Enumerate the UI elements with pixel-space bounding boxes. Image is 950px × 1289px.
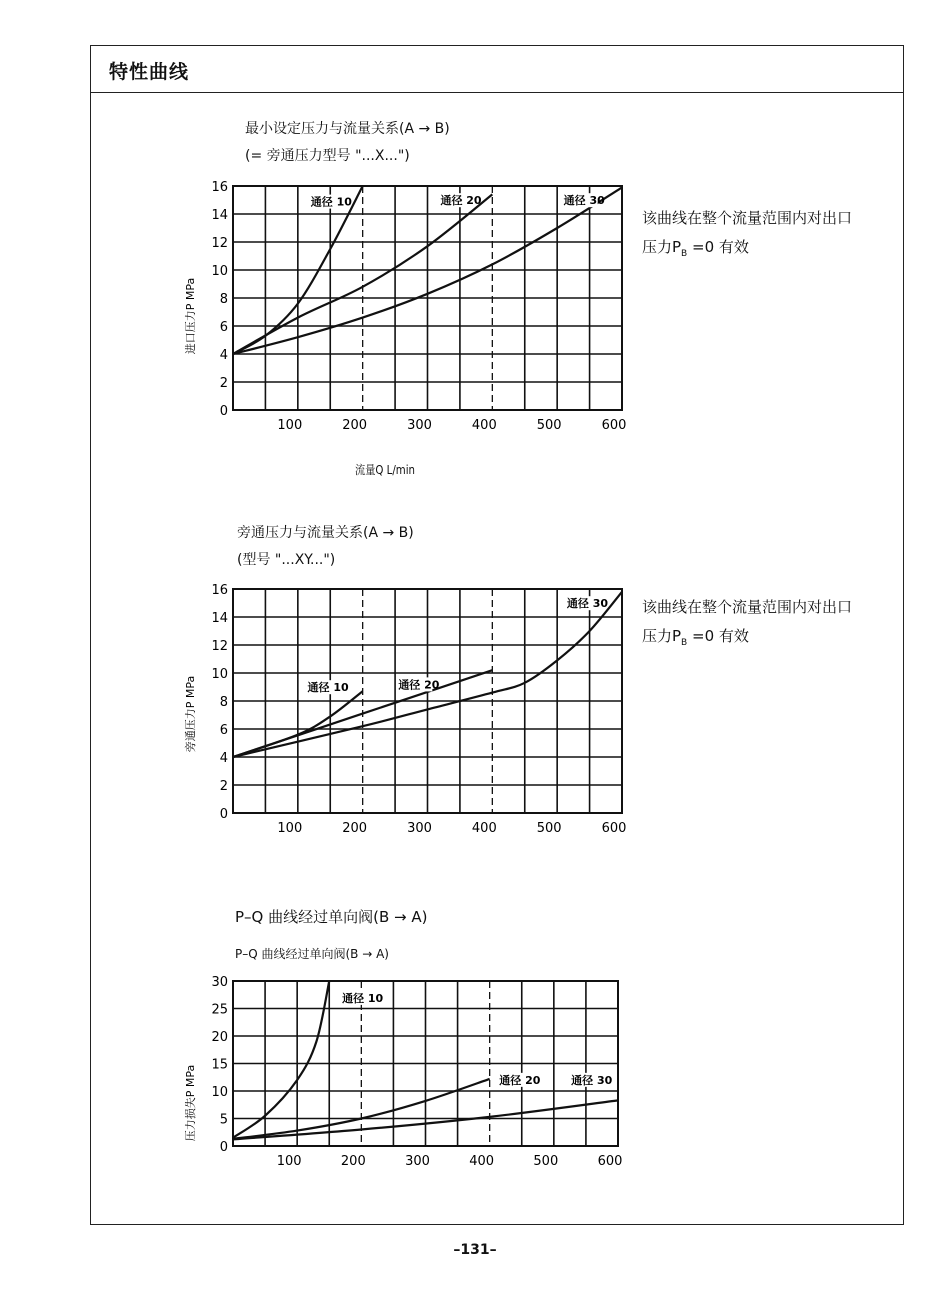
chart3-xtick-label: 600 <box>597 1154 623 1169</box>
chart1-ytick-label: 2 <box>219 376 228 391</box>
chart2-ytick-label: 10 <box>211 667 228 682</box>
chart3-xtick-label: 300 <box>405 1154 430 1169</box>
chart1-ytick-label: 10 <box>211 264 228 279</box>
chart2-ytick-label: 6 <box>219 723 228 738</box>
chart3-ytick-label: 10 <box>211 1085 228 1100</box>
chart1-ytick-label: 16 <box>211 180 228 195</box>
chart1-xtick-label: 600 <box>601 418 627 433</box>
chart3-xtick-label: 400 <box>469 1154 495 1169</box>
chart2-ytick-label: 12 <box>211 639 228 654</box>
chart2-series-label-3: 通径 30 <box>566 597 609 611</box>
section-title: 特性曲线 <box>109 61 190 83</box>
chart1-series-label-3: 通径 30 <box>563 194 605 208</box>
chart1-ytick-label: 14 <box>211 208 228 223</box>
chart3-title: P–Q 曲线经过单向阀(B → A) <box>235 908 428 926</box>
chart1-ytick-label: 6 <box>219 320 228 335</box>
page-number: –131– <box>453 1242 497 1258</box>
chart1-xtick-label: 100 <box>277 418 303 433</box>
chart2-note-sub: B <box>681 638 688 648</box>
chart2-note-line2 <box>642 622 852 658</box>
chart1-note-sub: B <box>681 249 688 259</box>
chart3-series-label-2: 通径 20 <box>499 1073 541 1087</box>
chart3-ytick-label: 15 <box>211 1057 228 1073</box>
chart2-series-label-2: 通径 20 <box>398 678 440 692</box>
chart3-ytick-label: 0 <box>219 1140 228 1155</box>
chart2-note-prefix: 压力P <box>642 627 682 645</box>
chart1-ytick-label: 12 <box>211 236 228 251</box>
chart3-series-label-3: 通径 30 <box>571 1073 613 1087</box>
chart3-ytick-label: 20 <box>211 1030 228 1045</box>
chart2-ytick-label: 0 <box>219 807 228 822</box>
chart1-xtick-label: 200 <box>342 418 368 433</box>
chart1-xtick-label: 300 <box>407 418 432 433</box>
chart1-note-line2 <box>642 233 852 269</box>
chart2-ytick-label: 2 <box>219 779 228 794</box>
chart2-note-suffix: =0 有效 <box>687 627 749 645</box>
chart2-ytick-label: 14 <box>211 611 228 626</box>
chart3-series-line-1 <box>233 981 329 1138</box>
chart1-xtick-label: 400 <box>471 418 497 433</box>
chart3-series-label-1: 通径 10 <box>342 991 384 1005</box>
chart1-ytick-label: 0 <box>219 404 228 419</box>
chart2-note <box>642 593 852 658</box>
chart3-subtitle: P–Q 曲线经过单向阀(B → A) <box>235 947 389 961</box>
chart1-series-label-1: 通径 10 <box>310 195 352 209</box>
chart1-ytick-label: 4 <box>219 348 228 363</box>
chart2-xtick-label: 300 <box>407 821 432 836</box>
chart2-xtick-label: 600 <box>601 821 627 836</box>
chart1-note-suffix: =0 有效 <box>687 238 749 256</box>
chart3-xtick-label: 100 <box>276 1154 302 1169</box>
chart3-ytick-label: 5 <box>219 1112 228 1128</box>
chart1-series-label-2: 通径 20 <box>440 194 482 208</box>
chart2-xtick-label: 200 <box>342 821 368 836</box>
chart3-xtick-label: 500 <box>533 1154 559 1169</box>
chart2-ytick-label: 16 <box>211 583 228 598</box>
chart2-note-line1: 该曲线在整个流量范围内对出口 <box>642 598 853 616</box>
chart2-ytick-label: 8 <box>219 695 228 710</box>
chart3-ytick-label: 25 <box>211 1002 228 1018</box>
chart2-xtick-label: 500 <box>536 821 562 836</box>
chart2-series-label-1: 通径 10 <box>307 681 349 695</box>
chart2-title: 旁通压力与流量关系(A → B) <box>237 525 414 541</box>
chart1-xtick-label: 500 <box>536 418 562 433</box>
chart1-note-prefix: 压力P <box>642 238 682 256</box>
chart2-xtick-label: 400 <box>471 821 497 836</box>
chart1-ylabel: 进口压力P MPa <box>184 277 197 355</box>
chart1-ytick-label: 8 <box>219 292 228 307</box>
chart1-title: 最小设定压力与流量关系(A → B) <box>245 121 450 137</box>
chart2-subtitle: (型号 "...XY...") <box>237 552 336 568</box>
chart2-ylabel: 旁通压力P MPa <box>184 675 197 753</box>
chart1-xlabel: 流量Q L/min <box>355 463 416 477</box>
chart3-ylabel: 压力损失P MPa <box>184 1064 197 1142</box>
chart2-ytick-label: 4 <box>219 751 228 766</box>
chart1-subtitle: (= 旁通压力型号 "...X...") <box>245 148 410 164</box>
chart1-note-line1: 该曲线在整个流量范围内对出口 <box>642 209 853 227</box>
chart1-note <box>642 204 852 269</box>
chart2-xtick-label: 100 <box>277 821 303 836</box>
chart3-xtick-label: 200 <box>340 1154 366 1169</box>
chart3-ytick-label: 30 <box>211 975 228 990</box>
